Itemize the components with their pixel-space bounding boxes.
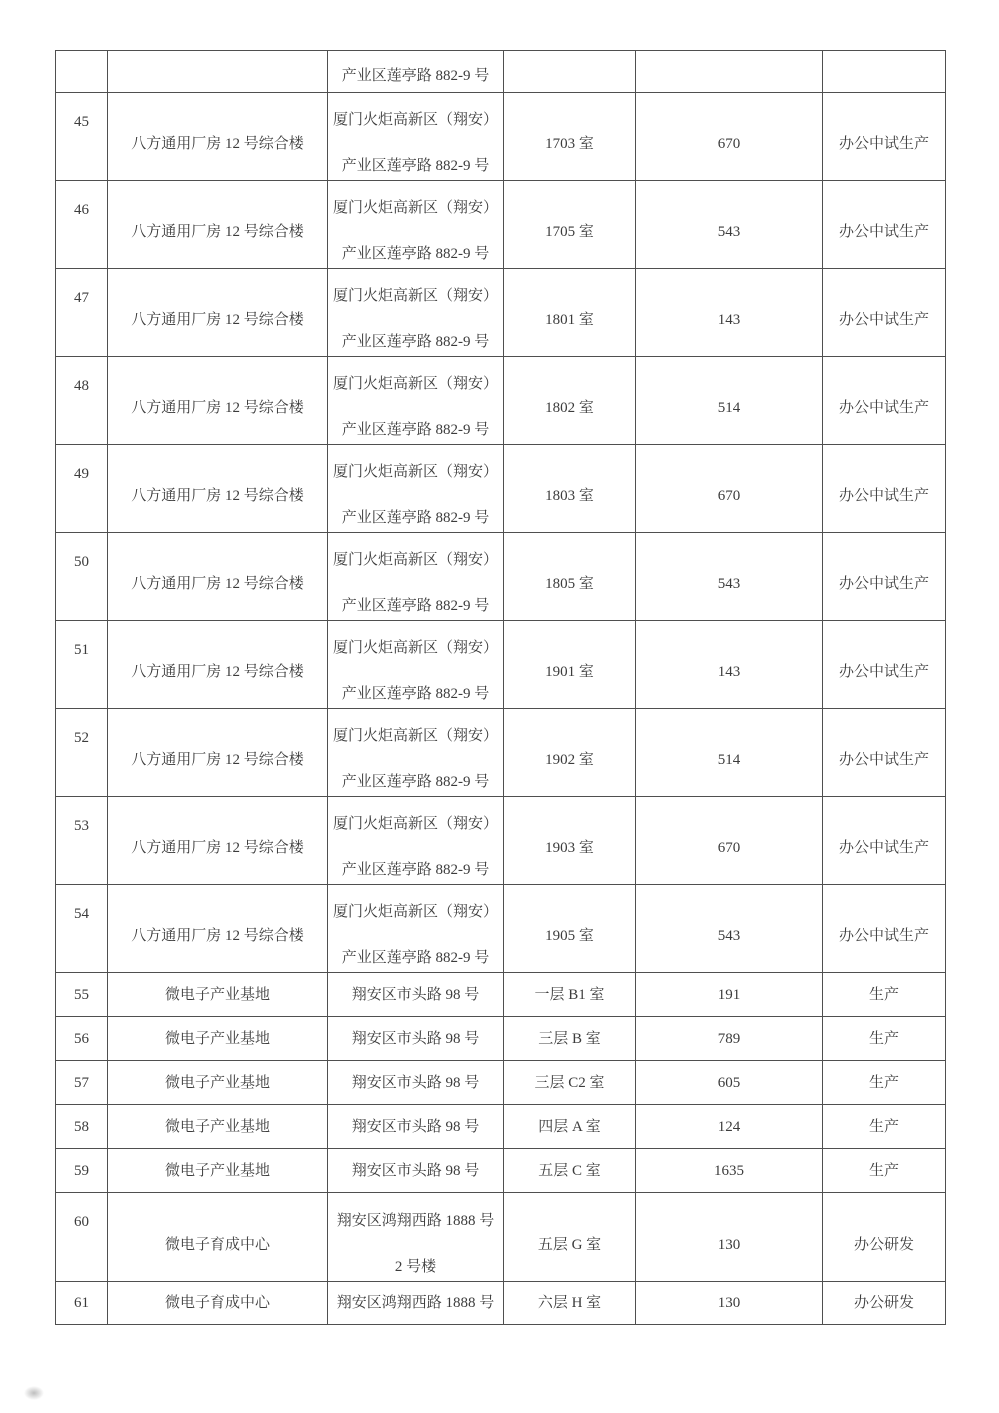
area-cell: 143 bbox=[636, 269, 823, 357]
address-line: 翔安区市头路 98 号 bbox=[351, 1030, 480, 1047]
address-line: 翔安区鸿翔西路 1888 号 bbox=[336, 1295, 495, 1311]
address-line: 产业区莲亭路 882-9 号 bbox=[341, 334, 490, 350]
table-row bbox=[56, 93, 946, 181]
table-row bbox=[56, 533, 946, 621]
usage-cell: 生产 bbox=[823, 1017, 946, 1061]
building-name-cell bbox=[108, 51, 328, 93]
scan-smudge bbox=[24, 1386, 44, 1400]
area-cell: 543 bbox=[636, 181, 823, 269]
area-cell: 514 bbox=[636, 357, 823, 445]
building-name-cell: 八方通用厂房 12 号综合楼 bbox=[108, 533, 328, 621]
address-cell bbox=[328, 1017, 504, 1061]
room-cell: 五层 G 室 bbox=[504, 1193, 636, 1282]
building-name-cell: 微电子产业基地 bbox=[108, 1017, 328, 1061]
address-cell bbox=[328, 357, 504, 445]
building-name-cell: 微电子产业基地 bbox=[108, 1061, 328, 1105]
area-cell: 514 bbox=[636, 709, 823, 797]
usage-cell bbox=[823, 51, 946, 93]
building-name-cell: 八方通用厂房 12 号综合楼 bbox=[108, 357, 328, 445]
area-cell: 124 bbox=[636, 1105, 823, 1149]
row-number-cell: 59 bbox=[56, 1149, 108, 1193]
building-name-cell: 八方通用厂房 12 号综合楼 bbox=[108, 885, 328, 973]
area-cell: 1635 bbox=[636, 1149, 823, 1193]
area-cell: 670 bbox=[636, 445, 823, 533]
room-cell: 1801 室 bbox=[504, 269, 636, 357]
table-row bbox=[56, 357, 946, 445]
table-row bbox=[56, 1282, 946, 1325]
building-name-cell: 八方通用厂房 12 号综合楼 bbox=[108, 181, 328, 269]
area-cell: 670 bbox=[636, 93, 823, 181]
address-cell bbox=[328, 181, 504, 269]
address-line: 厦门火炬高新区（翔安） bbox=[332, 728, 498, 744]
address-cell bbox=[328, 1282, 504, 1325]
building-name-cell: 八方通用厂房 12 号综合楼 bbox=[108, 445, 328, 533]
building-name-cell: 八方通用厂房 12 号综合楼 bbox=[108, 93, 328, 181]
table-row bbox=[56, 709, 946, 797]
usage-cell: 办公中试生产 bbox=[823, 269, 946, 357]
row-number-cell: 47 bbox=[56, 269, 108, 357]
area-cell: 543 bbox=[636, 885, 823, 973]
address-cell bbox=[328, 533, 504, 621]
address-cell bbox=[328, 51, 504, 93]
area-cell: 130 bbox=[636, 1282, 823, 1325]
room-cell: 四层 A 室 bbox=[504, 1105, 636, 1149]
row-number-cell: 45 bbox=[56, 93, 108, 181]
address-cell bbox=[328, 93, 504, 181]
table-row-continuation bbox=[56, 51, 946, 93]
area-cell: 605 bbox=[636, 1061, 823, 1105]
table-row bbox=[56, 445, 946, 533]
table-row bbox=[56, 1105, 946, 1149]
room-cell: 1802 室 bbox=[504, 357, 636, 445]
row-number-cell: 58 bbox=[56, 1105, 108, 1149]
usage-cell: 办公中试生产 bbox=[823, 445, 946, 533]
room-cell: 1903 室 bbox=[504, 797, 636, 885]
building-name-cell: 八方通用厂房 12 号综合楼 bbox=[108, 797, 328, 885]
building-name-cell: 八方通用厂房 12 号综合楼 bbox=[108, 269, 328, 357]
building-name-cell: 微电子育成中心 bbox=[108, 1193, 328, 1282]
room-cell: 1703 室 bbox=[504, 93, 636, 181]
usage-cell: 生产 bbox=[823, 1105, 946, 1149]
address-line: 翔安区市头路 98 号 bbox=[351, 1162, 480, 1179]
address-line: 翔安区市头路 98 号 bbox=[351, 986, 480, 1003]
address-line: 产业区莲亭路 882-9 号 bbox=[341, 686, 490, 702]
area-cell: 143 bbox=[636, 621, 823, 709]
row-number-cell: 48 bbox=[56, 357, 108, 445]
address-cell bbox=[328, 709, 504, 797]
area-cell bbox=[636, 51, 823, 93]
area-cell: 130 bbox=[636, 1193, 823, 1282]
building-name-cell: 微电子产业基地 bbox=[108, 1149, 328, 1193]
area-cell: 789 bbox=[636, 1017, 823, 1061]
usage-cell: 办公中试生产 bbox=[823, 93, 946, 181]
address-line: 产业区莲亭路 882-9 号 bbox=[341, 68, 490, 84]
building-name-cell: 八方通用厂房 12 号综合楼 bbox=[108, 709, 328, 797]
table-row bbox=[56, 1193, 946, 1282]
row-number-cell: 49 bbox=[56, 445, 108, 533]
row-number-cell: 55 bbox=[56, 973, 108, 1017]
room-cell: 1805 室 bbox=[504, 533, 636, 621]
address-cell bbox=[328, 1193, 504, 1282]
area-cell: 543 bbox=[636, 533, 823, 621]
room-cell: 三层 C2 室 bbox=[504, 1061, 636, 1105]
row-number-cell: 60 bbox=[56, 1193, 108, 1282]
table-row bbox=[56, 1061, 946, 1105]
address-line: 产业区莲亭路 882-9 号 bbox=[341, 598, 490, 614]
address-line: 产业区莲亭路 882-9 号 bbox=[341, 774, 490, 790]
usage-cell: 办公中试生产 bbox=[823, 357, 946, 445]
room-cell: 1705 室 bbox=[504, 181, 636, 269]
address-line: 产业区莲亭路 882-9 号 bbox=[341, 950, 490, 966]
address-line: 产业区莲亭路 882-9 号 bbox=[341, 862, 490, 878]
address-line: 厦门火炬高新区（翔安） bbox=[332, 200, 498, 216]
usage-cell: 办公研发 bbox=[823, 1282, 946, 1325]
address-cell bbox=[328, 269, 504, 357]
row-number-cell: 56 bbox=[56, 1017, 108, 1061]
address-cell bbox=[328, 1149, 504, 1193]
building-name-cell: 微电子产业基地 bbox=[108, 1105, 328, 1149]
address-line: 产业区莲亭路 882-9 号 bbox=[341, 510, 490, 526]
address-line: 厦门火炬高新区（翔安） bbox=[332, 816, 498, 832]
address-line: 厦门火炬高新区（翔安） bbox=[332, 288, 498, 304]
row-number-cell: 51 bbox=[56, 621, 108, 709]
address-cell bbox=[328, 621, 504, 709]
usage-cell: 办公中试生产 bbox=[823, 797, 946, 885]
usage-cell: 办公中试生产 bbox=[823, 709, 946, 797]
table-row bbox=[56, 973, 946, 1017]
usage-cell: 办公研发 bbox=[823, 1193, 946, 1282]
address-cell bbox=[328, 885, 504, 973]
building-name-cell: 微电子产业基地 bbox=[108, 973, 328, 1017]
table-row bbox=[56, 621, 946, 709]
room-cell: 六层 H 室 bbox=[504, 1282, 636, 1325]
room-cell: 1905 室 bbox=[504, 885, 636, 973]
table-row bbox=[56, 181, 946, 269]
address-line: 厦门火炬高新区（翔安） bbox=[332, 464, 498, 480]
address-cell bbox=[328, 973, 504, 1017]
facilities-table bbox=[55, 50, 946, 1325]
facilities-table-body bbox=[56, 51, 946, 1325]
room-cell: 1901 室 bbox=[504, 621, 636, 709]
usage-cell: 生产 bbox=[823, 1149, 946, 1193]
row-number-cell: 46 bbox=[56, 181, 108, 269]
table-row bbox=[56, 1017, 946, 1061]
usage-cell: 办公中试生产 bbox=[823, 885, 946, 973]
row-number-cell: 54 bbox=[56, 885, 108, 973]
address-line: 厦门火炬高新区（翔安） bbox=[332, 552, 498, 568]
address-cell bbox=[328, 1061, 504, 1105]
address-line: 2 号楼 bbox=[394, 1259, 437, 1275]
address-line: 厦门火炬高新区（翔安） bbox=[332, 376, 498, 392]
table-row bbox=[56, 1149, 946, 1193]
building-name-cell: 八方通用厂房 12 号综合楼 bbox=[108, 621, 328, 709]
address-line: 厦门火炬高新区（翔安） bbox=[332, 640, 498, 656]
usage-cell: 办公中试生产 bbox=[823, 533, 946, 621]
room-cell: 1803 室 bbox=[504, 445, 636, 533]
usage-cell: 办公中试生产 bbox=[823, 181, 946, 269]
area-cell: 670 bbox=[636, 797, 823, 885]
address-line: 产业区莲亭路 882-9 号 bbox=[341, 246, 490, 262]
usage-cell: 生产 bbox=[823, 973, 946, 1017]
usage-cell: 办公中试生产 bbox=[823, 621, 946, 709]
room-cell: 一层 B1 室 bbox=[504, 973, 636, 1017]
row-number-cell: 50 bbox=[56, 533, 108, 621]
address-line: 产业区莲亭路 882-9 号 bbox=[341, 158, 490, 174]
address-line: 翔安区市头路 98 号 bbox=[351, 1074, 480, 1091]
address-cell bbox=[328, 1105, 504, 1149]
address-cell bbox=[328, 445, 504, 533]
room-cell: 五层 C 室 bbox=[504, 1149, 636, 1193]
row-number-cell: 57 bbox=[56, 1061, 108, 1105]
room-cell bbox=[504, 51, 636, 93]
building-name-cell: 微电子育成中心 bbox=[108, 1282, 328, 1325]
table-row bbox=[56, 269, 946, 357]
usage-cell: 生产 bbox=[823, 1061, 946, 1105]
address-line: 厦门火炬高新区（翔安） bbox=[332, 112, 498, 128]
area-cell: 191 bbox=[636, 973, 823, 1017]
room-cell: 三层 B 室 bbox=[504, 1017, 636, 1061]
address-line: 翔安区市头路 98 号 bbox=[351, 1118, 480, 1135]
row-number-cell: 52 bbox=[56, 709, 108, 797]
room-cell: 1902 室 bbox=[504, 709, 636, 797]
address-cell bbox=[328, 797, 504, 885]
table-row bbox=[56, 885, 946, 973]
row-number-cell: 53 bbox=[56, 797, 108, 885]
row-number-cell bbox=[56, 51, 108, 93]
address-line: 厦门火炬高新区（翔安） bbox=[332, 904, 498, 920]
address-line: 翔安区鸿翔西路 1888 号 bbox=[336, 1213, 495, 1229]
address-line: 产业区莲亭路 882-9 号 bbox=[341, 422, 490, 438]
table-row bbox=[56, 797, 946, 885]
row-number-cell: 61 bbox=[56, 1282, 108, 1325]
